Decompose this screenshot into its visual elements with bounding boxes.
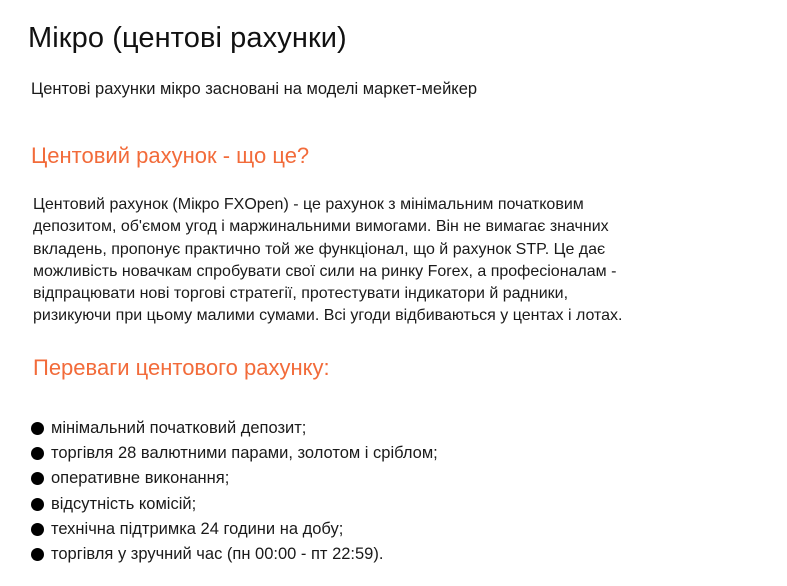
list-item [31,542,438,567]
page-subtitle: Центові рахунки мікро засновані на моделі маркет-мейкер [31,80,478,98]
description-paragraph [33,194,723,328]
section-heading-what-is: Центовий рахунок - що це? [31,143,310,168]
description-line: вкладень, пропонує практично той же функціонал, що й рахунок STP. Це дає [33,240,606,258]
list-item [31,466,438,491]
description-line: депозитом, об'ємом угод і маржинальними вимогами. Він не вимагає значних [33,218,609,236]
bullet-icon [31,422,44,435]
advantages-list [31,416,438,567]
description-line: Центовий рахунок (Мікро FXOpen) - це рахунок з мінімальним початковим [33,196,584,213]
list-item-label: торгівля у зручний час (пн 00:00 - пт 22:59). [51,545,384,564]
page-title: Мікро (центові рахунки) [28,22,347,54]
bullet-icon [31,447,44,460]
bullet-icon [31,498,44,511]
list-item-label: відсутність комісій; [51,494,197,513]
list-item-label: торгівля 28 валютними парами, золотом і сріблом; [51,444,438,463]
description-line: можливість новачкам спробувати свої сили на ринку Forex, а професіоналам - [33,262,617,280]
description-line: ризикуючи при цьому малими сумами. Всі угоди відбиваються у центах і лотах. [33,307,623,325]
list-item [31,441,438,466]
bullet-icon [31,472,44,485]
bullet-icon [31,523,44,536]
list-item-label: оперативне виконання; [51,469,230,488]
description-line: відпрацювати нові торгові стратегії, протестувати індикатори й радники, [33,285,569,303]
list-item-label: мінімальний початковий депозит; [51,419,307,438]
list-item [31,517,438,542]
bullet-icon [31,548,44,561]
list-item [31,492,438,517]
list-item [31,416,438,441]
list-item-label: технічна підтримка 24 години на добу; [51,519,344,538]
section-heading-advantages: Переваги центового рахунку: [33,355,330,380]
